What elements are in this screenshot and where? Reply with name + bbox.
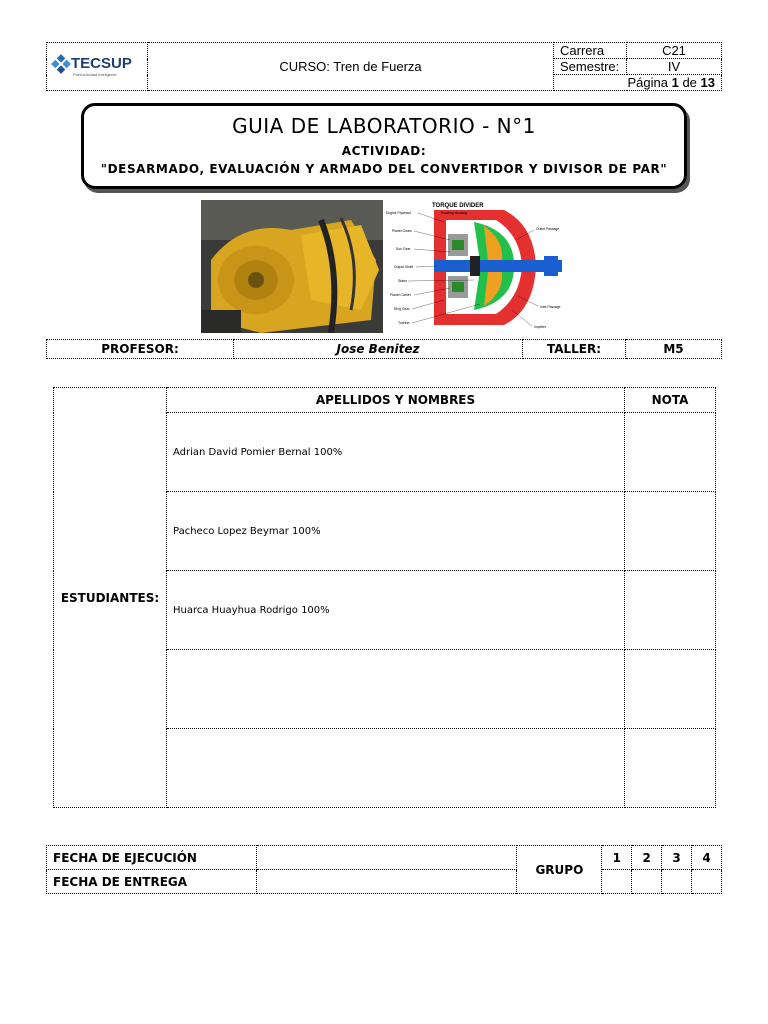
group-number-4: 4: [692, 846, 722, 870]
dates-group-table: [46, 845, 722, 894]
student-name: Huarca Huayhua Rodrigo 100%: [167, 571, 625, 650]
grupo-label: GRUPO: [517, 846, 602, 894]
fecha-entrega-label: FECHA DE ENTREGA: [47, 870, 257, 894]
fecha-ejecucion-label: FECHA DE EJECUCIÓN: [47, 846, 257, 870]
fecha-ejecucion-value: [257, 846, 517, 870]
semestre-label: Semestre:: [554, 59, 627, 75]
student-nota: [625, 492, 716, 571]
student-name: Adrian David Pomier Bernal 100%: [167, 413, 625, 492]
label-impeller: Impeller: [534, 325, 547, 329]
title-box: [81, 103, 687, 189]
group-check-1: [602, 870, 632, 894]
diagram-title: TORQUE DIVIDER: [432, 203, 484, 209]
label-engine-flywheel: Engine Flywheel: [386, 211, 411, 215]
student-name: Pacheco Lopez Beymar 100%: [167, 492, 625, 571]
taller-label: TALLER:: [523, 340, 626, 359]
group-check-4: [692, 870, 722, 894]
group-check-3: [662, 870, 692, 894]
col-nota-header: NOTA: [625, 388, 716, 413]
student-nota: [625, 571, 716, 650]
profesor-name: Jose Benitez: [234, 340, 523, 359]
header-table: [46, 42, 722, 91]
activity-description: "DESARMADO, EVALUACIÓN Y ARMADO DEL CONVERTIDOR Y DIVISOR DE PAR": [100, 162, 668, 176]
tecsup-logo: [51, 51, 143, 79]
student-nota: [625, 650, 716, 729]
label-ring-gear: Ring Gear: [394, 307, 410, 311]
col-names-header: APELLIDOS Y NOMBRES: [167, 388, 625, 413]
label-inlet-passage: Inlet Passage: [540, 305, 561, 309]
profesor-label: PROFESOR:: [47, 340, 234, 359]
student-name: [167, 729, 625, 808]
student-nota: [625, 413, 716, 492]
student-nota: [625, 729, 716, 808]
label-planet-gears: Planet Gears: [392, 229, 412, 233]
page-prefix: Página: [627, 75, 668, 90]
label-planet-carrier: Planet Carrier: [390, 293, 411, 297]
label-stator: Stator: [398, 279, 408, 283]
label-outlet-passage: Outlet Passage: [536, 227, 560, 231]
label-output-shaft: Output Shaft: [394, 265, 414, 269]
activity-label: ACTIVIDAD:: [341, 144, 427, 158]
label-turbine: Turbine: [398, 321, 410, 325]
group-number-3: 3: [662, 846, 692, 870]
torque-divider-diagram: [384, 200, 566, 333]
page-num: 1: [671, 75, 679, 90]
page-total: 13: [700, 75, 715, 90]
semestre-value: IV: [627, 59, 722, 75]
group-number-2: 2: [632, 846, 662, 870]
logo-subtext: Productividad inteligente: [73, 72, 117, 77]
label-sun-gear: Sun Gear: [396, 247, 411, 251]
group-check-2: [632, 870, 662, 894]
students-label: ESTUDIANTES:: [54, 388, 167, 808]
page-of: de: [682, 75, 697, 90]
logo-cell: [47, 43, 148, 91]
taller-value: M5: [626, 340, 722, 359]
carrera-label: Carrera: [554, 43, 627, 59]
document-title: GUIA DE LABORATORIO - N°1: [232, 114, 536, 138]
student-name: [167, 650, 625, 729]
carrera-value: C21: [627, 43, 722, 59]
fecha-entrega-value: [257, 870, 517, 894]
logo-text: TECSUP: [71, 55, 132, 72]
label-rotating-housing: Rotating Housing: [441, 211, 468, 215]
group-number-1: 1: [602, 846, 632, 870]
transmission-photo: [201, 200, 383, 333]
students-table: [53, 387, 716, 808]
page-indicator: [554, 75, 722, 91]
course-title: CURSO: Tren de Fuerza: [148, 43, 554, 91]
profesor-table: [46, 339, 722, 359]
